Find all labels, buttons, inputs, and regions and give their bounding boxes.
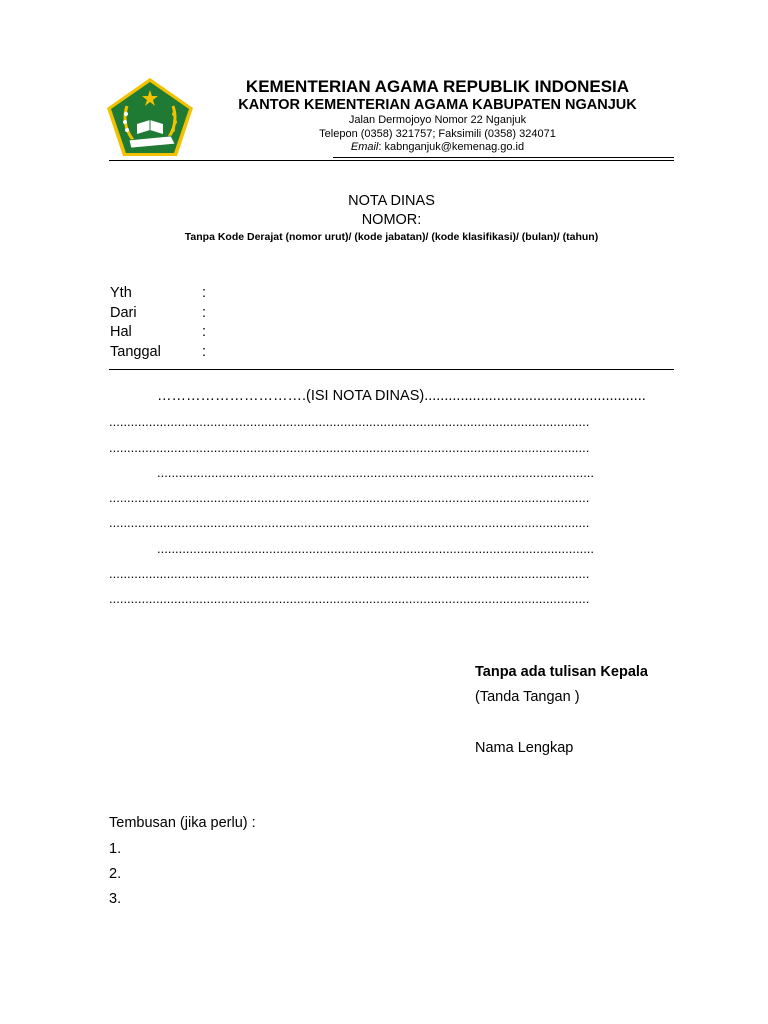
letterhead-rule (109, 160, 674, 161)
body-dotted-line: ..................................................................................................................................... (109, 440, 590, 455)
body-separator-rule (109, 369, 674, 370)
field-label: Tanggal (110, 343, 161, 360)
field-dari (110, 305, 310, 325)
field-colon: : (202, 343, 207, 360)
body-dotted-line: ......................................................................................................................... (157, 465, 595, 480)
field-label: Dari (110, 304, 137, 321)
body-dotted-line: ..................................................................................................................................... (109, 414, 590, 429)
letterhead-thin-rule (333, 157, 674, 158)
office-phone: Telepon (0358) 321757; Faksimili (0358) 324071 (319, 127, 556, 140)
body-first-line: ………………………….(ISI NOTA DINAS)....................................................... (157, 388, 646, 404)
letterhead (215, 77, 660, 155)
email-label: Email (350, 141, 379, 153)
body-dotted-line: ..................................................................................................................................... (109, 591, 590, 606)
ministry-name: KEMENTERIAN AGAMA REPUBLIK INDONESIA (245, 77, 630, 96)
body-dotted-line: ......................................................................................................................... (157, 541, 595, 556)
field-colon: : (202, 304, 207, 321)
number-format-note: Tanpa Kode Derajat (nomor urut)/ (kode jabatan)/ (kode klasifikasi)/ (bulan)/ (tahun) (184, 231, 599, 243)
field-yth (110, 285, 310, 305)
cc-label: Tembusan (jika perlu) : (109, 815, 256, 831)
cc-item: 3. (109, 891, 122, 907)
body-dotted-line: ..................................................................................................................................... (109, 566, 590, 581)
body-dotted-line: ..................................................................................................................................... (109, 515, 590, 530)
field-colon: : (202, 285, 207, 301)
signature-placeholder: (Tanda Tangan ) (475, 689, 580, 705)
field-label: Yth (110, 285, 132, 301)
body-dotted-line: ..................................................................................................................................... (109, 490, 590, 505)
office-email (215, 141, 660, 155)
signatory-position: Tanpa ada tulisan Kepala (475, 664, 648, 680)
email-value: : kabnganjuk@kemenag.go.id (378, 141, 525, 153)
office-name: KANTOR KEMENTERIAN AGAMA KABUPATEN NGANJUK (238, 97, 637, 113)
signatory-name: Nama Lengkap (475, 740, 574, 756)
cc-item: 2. (109, 866, 122, 882)
field-tanggal (110, 344, 310, 364)
field-colon: : (202, 324, 207, 340)
field-label: Hal (110, 324, 132, 340)
kemenag-logo (105, 76, 195, 158)
field-hal (110, 324, 310, 344)
cc-item: 1. (109, 841, 122, 857)
document-number: NOMOR: (361, 212, 422, 228)
office-address: Jalan Dermojoyo Nomor 22 Nganjuk (348, 114, 527, 126)
document-title: NOTA DINAS (348, 193, 435, 209)
header-fields (110, 285, 310, 363)
